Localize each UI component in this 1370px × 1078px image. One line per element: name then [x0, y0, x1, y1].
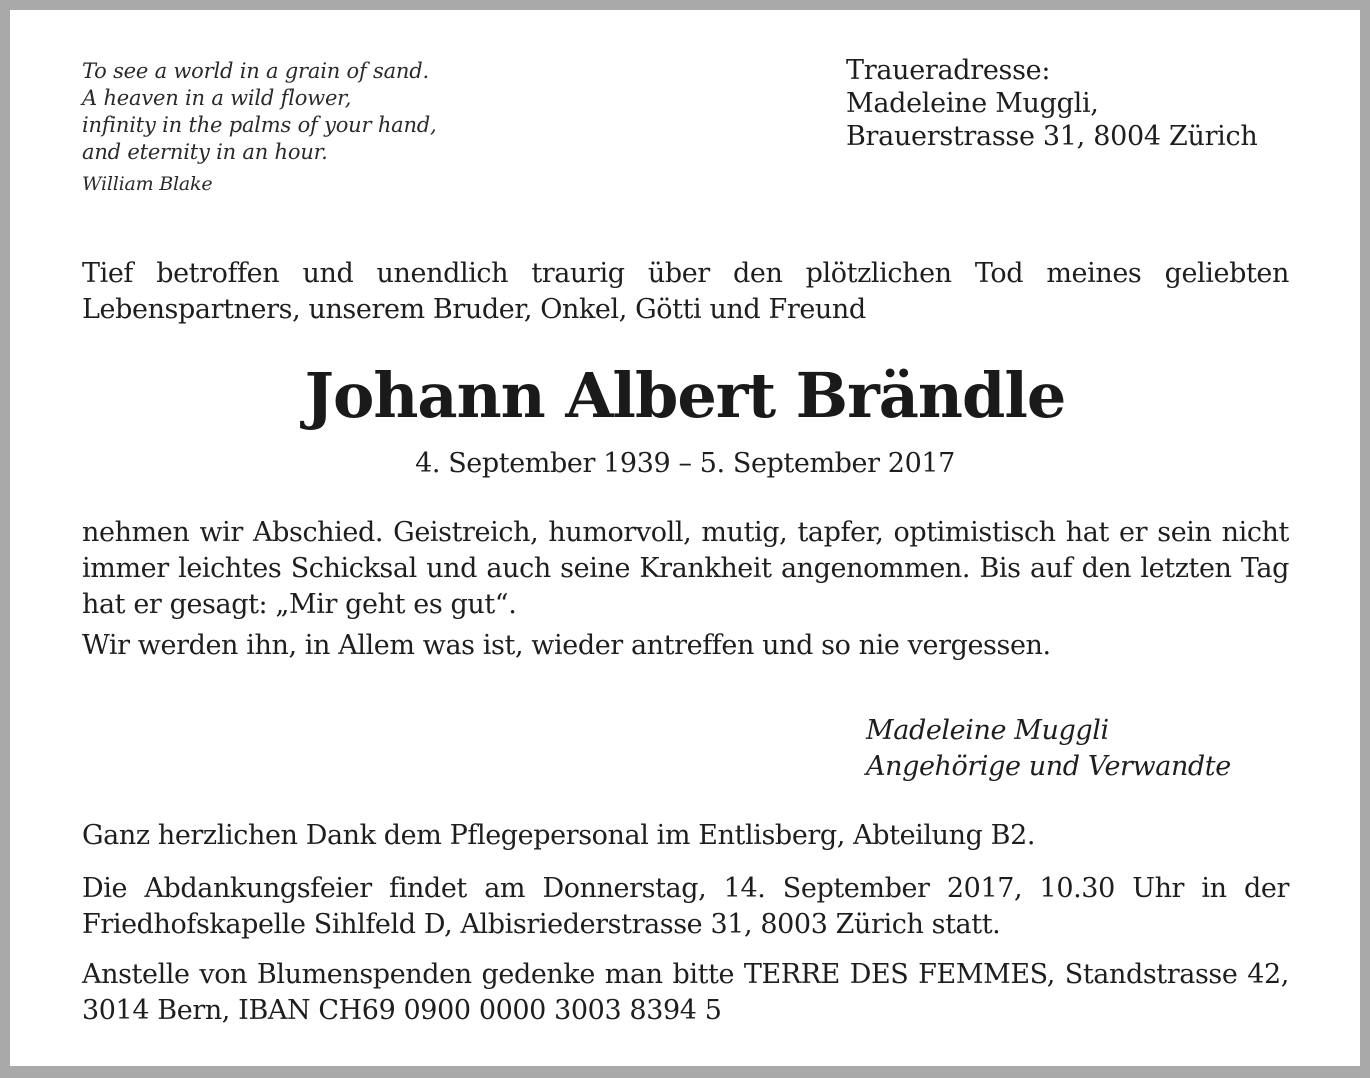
- obituary-notice: [10, 10, 1360, 1066]
- signature: [866, 713, 1306, 785]
- quote-author: William Blake: [82, 173, 213, 195]
- poem-quote: [82, 58, 552, 195]
- closing-line: Wir werden ihn, in Allem was ist, wieder antreffen und so nie vergessen.: [82, 630, 1051, 661]
- life-dates: 4. September 1939 – 5. September 2017: [415, 448, 955, 479]
- farewell-paragraph: nehmen wir Abschied. Geistreich, humorvoll, mutig, tapfer, optimistisch hat er sein nicht immer leichtes Schicksal und auch seine Krankheit angenommen. Bis auf den letzten Tag hat er gesagt: „Mir geht es gut“.: [82, 517, 1289, 620]
- ceremony-info: Die Abdankungsfeier findet am Donnerstag, 14. September 2017, 10.30 Uhr in der Friedhofskapelle Sihlfeld D, Albisriederstrasse 31, 8003 Zürich statt.: [82, 873, 1289, 940]
- quote-line: To see a world in a grain of sand.: [82, 59, 429, 83]
- address-name: Madeleine Muggli,: [846, 88, 1099, 119]
- intro-text: Tief betroffen und unendlich traurig über den plötzlichen Tod meines geliebten Lebenspartners, unserem Bruder, Onkel, Götti und Freund: [82, 258, 1289, 325]
- address-label: Traueradresse:: [846, 55, 1051, 86]
- quote-line: A heaven in a wild flower,: [82, 86, 352, 110]
- donation-info: Anstelle von Blumenspenden gedenke man bitte TERRE DES FEMMES, Standstrasse 42, 3014 Bern, IBAN CH69 0900 0000 3003 8394 5: [82, 959, 1289, 1026]
- signature-name: Madeleine Muggli: [866, 715, 1109, 746]
- address-street: Brauerstrasse 31, 8004 Zürich: [846, 121, 1258, 152]
- thanks-text: Ganz herzlichen Dank dem Pflegepersonal im Entlisberg, Abteilung B2.: [82, 820, 1036, 851]
- mourning-address: [846, 54, 1306, 153]
- quote-line: and eternity in an hour.: [82, 140, 328, 164]
- deceased-name: Johann Albert Brändle: [304, 359, 1066, 432]
- quote-line: infinity in the palms of your hand,: [82, 113, 437, 137]
- signature-family: Angehörige und Verwandte: [866, 751, 1231, 782]
